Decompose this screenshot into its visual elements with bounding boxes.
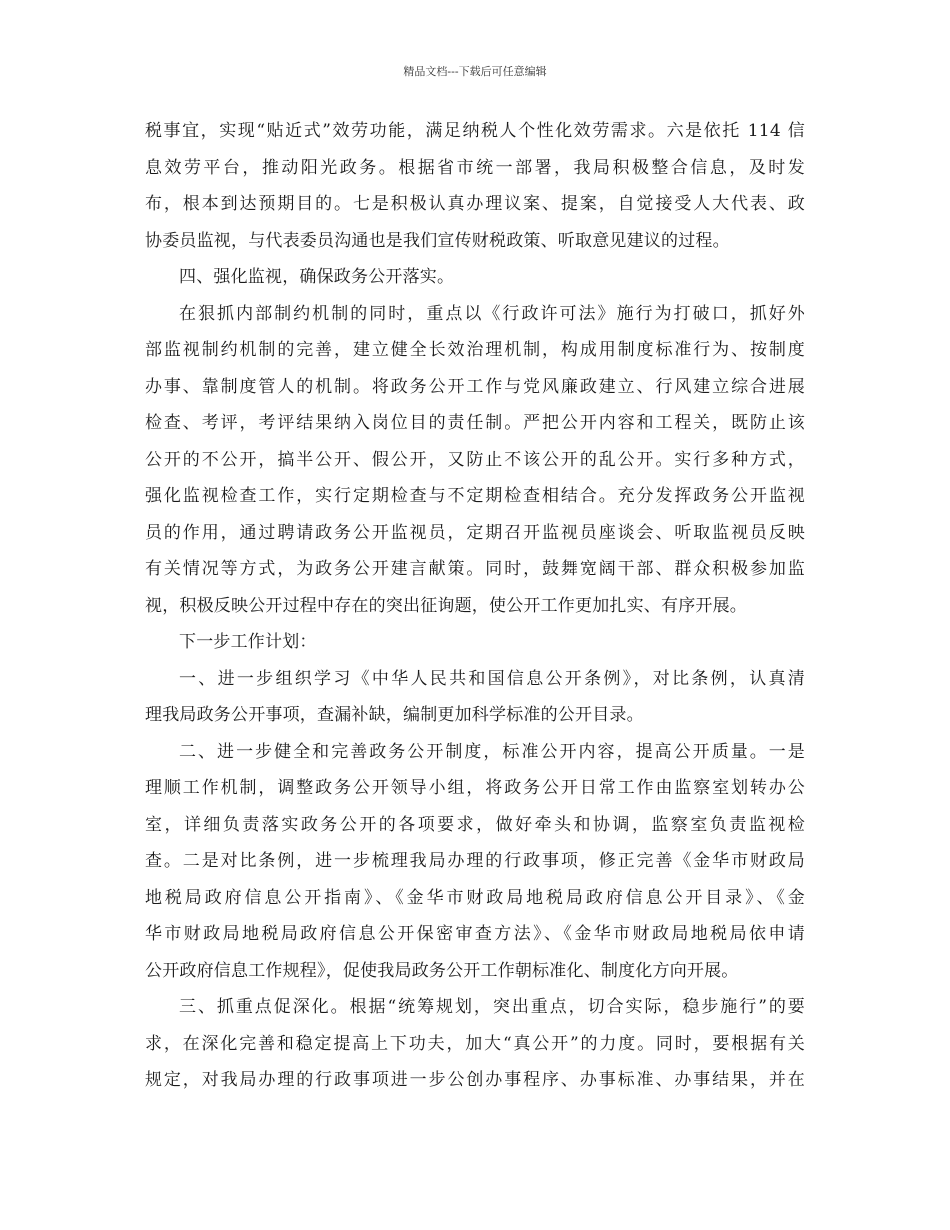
text-line: 下一步工作计划： xyxy=(179,632,317,652)
text-line: 息效劳平台，推动阳光政务。根据省市统一部署，我局积极整合信息，及时发 xyxy=(145,157,805,178)
text-line: 有关情况等方式，为政务公开建言献策。同时，鼓舞宽阔干部、群众积极参加监 xyxy=(145,559,805,579)
text-line: 在狠抓内部制约机制的同时，重点以《行政许可法》施行为打破口，抓好外 xyxy=(179,303,805,324)
text-line: 求，在深化完善和稳定提高上下功夫，加大“真公开”的力度。同时，要根据有关 xyxy=(145,1033,805,1054)
text-line: 办事、靠制度管人的机制。将政务公开工作与党风廉政建立、行风建立综合进展 xyxy=(145,376,805,397)
text-line: 理我局政务公开事项，查漏补缺，编制更加科学标准的公开目录。 xyxy=(145,705,644,725)
text-line: 理顺工作机制，调整政务公开领导小组，将政务公开日常工作由监察室划转办公 xyxy=(145,778,805,798)
text-line: 规定，对我局办理的行政事项进一步公创办事程序、办事标准、办事结果，并在 xyxy=(145,1070,805,1090)
text-line: 税事宜，实现“贴近式”效劳功能，满足纳税人个性化效劳需求。六是依托 114 信 xyxy=(145,121,805,141)
text-line: 室，详细负责落实政务公开的各项要求，做好牵头和协调，监察室负责监视检 xyxy=(145,814,805,835)
text-line: 协委员监视，与代表委员沟通也是我们宣传财税政策、听取意见建议的过程。 xyxy=(145,230,730,251)
text-line: 公开政府信息工作规程》，促使我局政务公开工作朝标准化、制度化方向开展。 xyxy=(145,960,739,981)
text-line: 检查、考评，考评结果纳入岗位目的责任制。严把公开内容和工程关，既防止该 xyxy=(145,413,805,433)
text-line: 员的作用，通过聘请政务公开监视员，定期召开监视员座谈会、听取监视员反映 xyxy=(145,522,805,543)
document-body xyxy=(145,113,805,1099)
text-line: 地税局政府信息公开指南》、《金华市财政局地税局政府信息公开目录》、《金 xyxy=(145,887,805,908)
text-line: 布，根本到达预期目的。七是积极认真办理议案、提案，自觉接受人大代表、政 xyxy=(145,194,805,214)
text-line: 四、强化监视，确保政务公开落实。 xyxy=(179,267,455,287)
text-line: 视，积极反映公开过程中存在的突出征询题，使公开工作更加扎实、有序开展。 xyxy=(145,595,747,616)
text-line: 强化监视检查工作，实行定期检查与不定期检查相结合。充分发挥政务公开监视 xyxy=(145,486,805,506)
text-line: 三、抓重点促深化。根据“统筹规划，突出重点，切合实际，稳步施行”的要 xyxy=(179,997,805,1017)
text-line: 部监视制约机制的完善，建立健全长效治理机制，构成用制度标准行为、按制度 xyxy=(145,340,805,360)
text-line: 一、进一步组织学习《中华人民共和国信息公开条例》，对比条例，认真清 xyxy=(179,668,805,689)
text-line: 华市财政局地税局政府信息公开保密审查方法》、《金华市财政局地税局依申请 xyxy=(145,924,805,944)
text-line: 查。二是对比条例，进一步梳理我局办理的行政事项，修正完善《金华市财政局 xyxy=(145,851,805,871)
page-header: 精品文档---下载后可任意编辑 xyxy=(403,65,547,78)
text-line: 二、进一步健全和完善政务公开制度，标准公开内容，提高公开质量。一是 xyxy=(179,741,805,762)
text-line: 公开的不公开，搞半公开、假公开，又防止不该公开的乱公开。实行多种方式， xyxy=(145,449,805,470)
